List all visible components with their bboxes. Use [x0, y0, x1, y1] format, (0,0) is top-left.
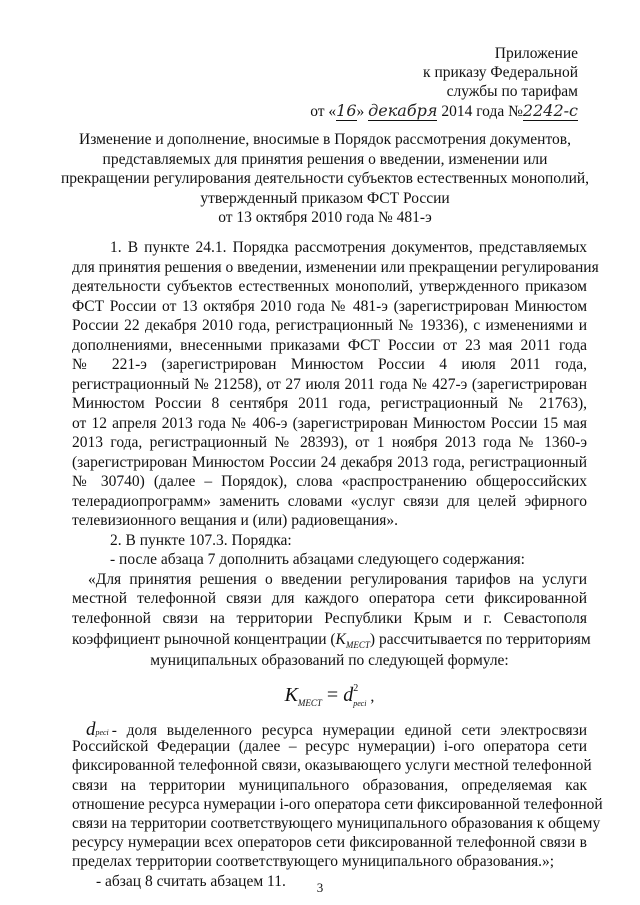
p2-line: местной телефонной связи для каждого оператора сети фиксированной — [72, 590, 587, 607]
p3-line-with-d: d ресi - доля выделенного ресурса нумерации единой сети электросвязи — [86, 719, 587, 740]
handwritten-day: 16 — [336, 101, 357, 120]
p1-line: деятельности субъектов естественных монополий, утвержденного приказом — [72, 278, 587, 295]
p1-line: Минюстом России 8 сентября 2011 года, регистрационный № 21763), — [72, 395, 587, 412]
handwritten-order-number: 2242-с — [522, 101, 578, 120]
p1-line: № 30740) (далее – Порядок), слова «распространению общероссийских — [72, 473, 587, 490]
p1-line: регистрационный № 21258), от 27 июля 2011 года № 427-э (зарегистрирован — [72, 375, 587, 393]
title-line-4: утвержденный приказом ФСТ России — [200, 189, 450, 207]
p1-line: 1. В пункте 24.1. Порядка рассмотрения документов, представляемых — [110, 239, 587, 256]
title-line-2: представляемых для принятия решения о введении, изменении или — [102, 150, 548, 168]
k-symbol: K — [335, 631, 346, 648]
document-title — [60, 130, 590, 228]
p2-line: - после абзаца 7 дополнить абзацами следующего содержания: — [110, 551, 525, 568]
header-date-line: от «16» декабря 2014 года №2242-с — [310, 101, 578, 120]
p1-line: от 12 апреля 2013 года № 406-э (зарегистрирован Минюстом России 15 мая — [72, 414, 587, 432]
p1-line: телевизионного вещания и (или) радиовещания». — [72, 512, 399, 529]
p1-line: России 22 декабря 2010 года, регистрационный № 19336), с изменениями и — [72, 317, 587, 334]
p3-line: связи на территории муниципального образования, определяемая как — [72, 776, 587, 794]
p3-line: связи на территории соответствующего муниципального образования к общему — [72, 815, 601, 832]
concentration-formula: $K_{МЕСТ} = d^2_{ресi}$ , — [284, 683, 375, 708]
title-line-1: Изменение и дополнение, вносимые в Порядок рассмотрения документов, — [79, 131, 571, 148]
p3-line: фиксированной телефонной связи, оказывающего услуги местной телефонной — [72, 757, 592, 775]
title-line-5: от 13 октября 2010 года № 481-э — [218, 209, 432, 226]
p1-line: № 221-э (зарегистрирован Минюстом России 4 июля 2011 года, — [72, 356, 587, 373]
p2-line: «Для принятия решения о введении регулирования тарифов на услуги — [88, 570, 587, 588]
p1-line: 2013 года, регистрационный № 28393), от 1 ноября 2013 года № 1360-э — [72, 434, 587, 451]
p1-line: дополнениями, внесенными приказами ФСТ России от 23 мая 2011 года — [72, 336, 587, 354]
p1-line: для принятия решения о введении, изменении или прекращении регулирования — [72, 258, 599, 276]
title-line-3: прекращении регулирования деятельности субъектов естественных монополий, — [60, 170, 590, 187]
p2-line-with-k: коэффициент рыночной концентрации $(K_{МЕСТ})$ рассчитывается по территориям — [72, 631, 591, 651]
p3-line: отношение ресурса нумерации i-ого оператора сети фиксированной телефонной — [72, 795, 603, 813]
page-number: 3 — [316, 880, 324, 895]
p3-line: Российской Федерации (далее – ресурс нумерации) i-ого оператора сети — [72, 738, 587, 756]
handwritten-month: декабря — [368, 101, 438, 120]
p3-line: ресурсу нумерации всех операторов сети фиксированной телефонной связи в — [72, 834, 587, 852]
header-line-1: Приложение — [494, 45, 578, 62]
p2-line: 2. В пункте 107.3. Порядка: — [110, 531, 292, 549]
p1-line: телерадиопрограмм» заменить словами «услуг связи для целей эфирного — [72, 492, 587, 510]
p2-line: телефонной связи на территории Республики Крым и г. Севастополя — [72, 609, 587, 627]
p1-line: ФСТ России от 13 октября 2010 года № 481-э (зарегистрирован Минюстом — [72, 297, 587, 315]
header-line-3: службы по тарифам — [446, 83, 578, 100]
appendix-header — [310, 44, 578, 121]
p3-last-line: - абзац 8 считать абзацем 11. — [96, 872, 286, 890]
p2-line: муниципальных образований по следующей формуле: — [150, 652, 509, 669]
header-line-2: к приказу Федеральной — [423, 64, 578, 81]
p3-line: пределах территории соответствующего муниципального образования.»; — [72, 853, 555, 871]
p1-line: (зарегистрирован Минюстом России 24 декабря 2013 года, регистрационный — [72, 453, 587, 471]
